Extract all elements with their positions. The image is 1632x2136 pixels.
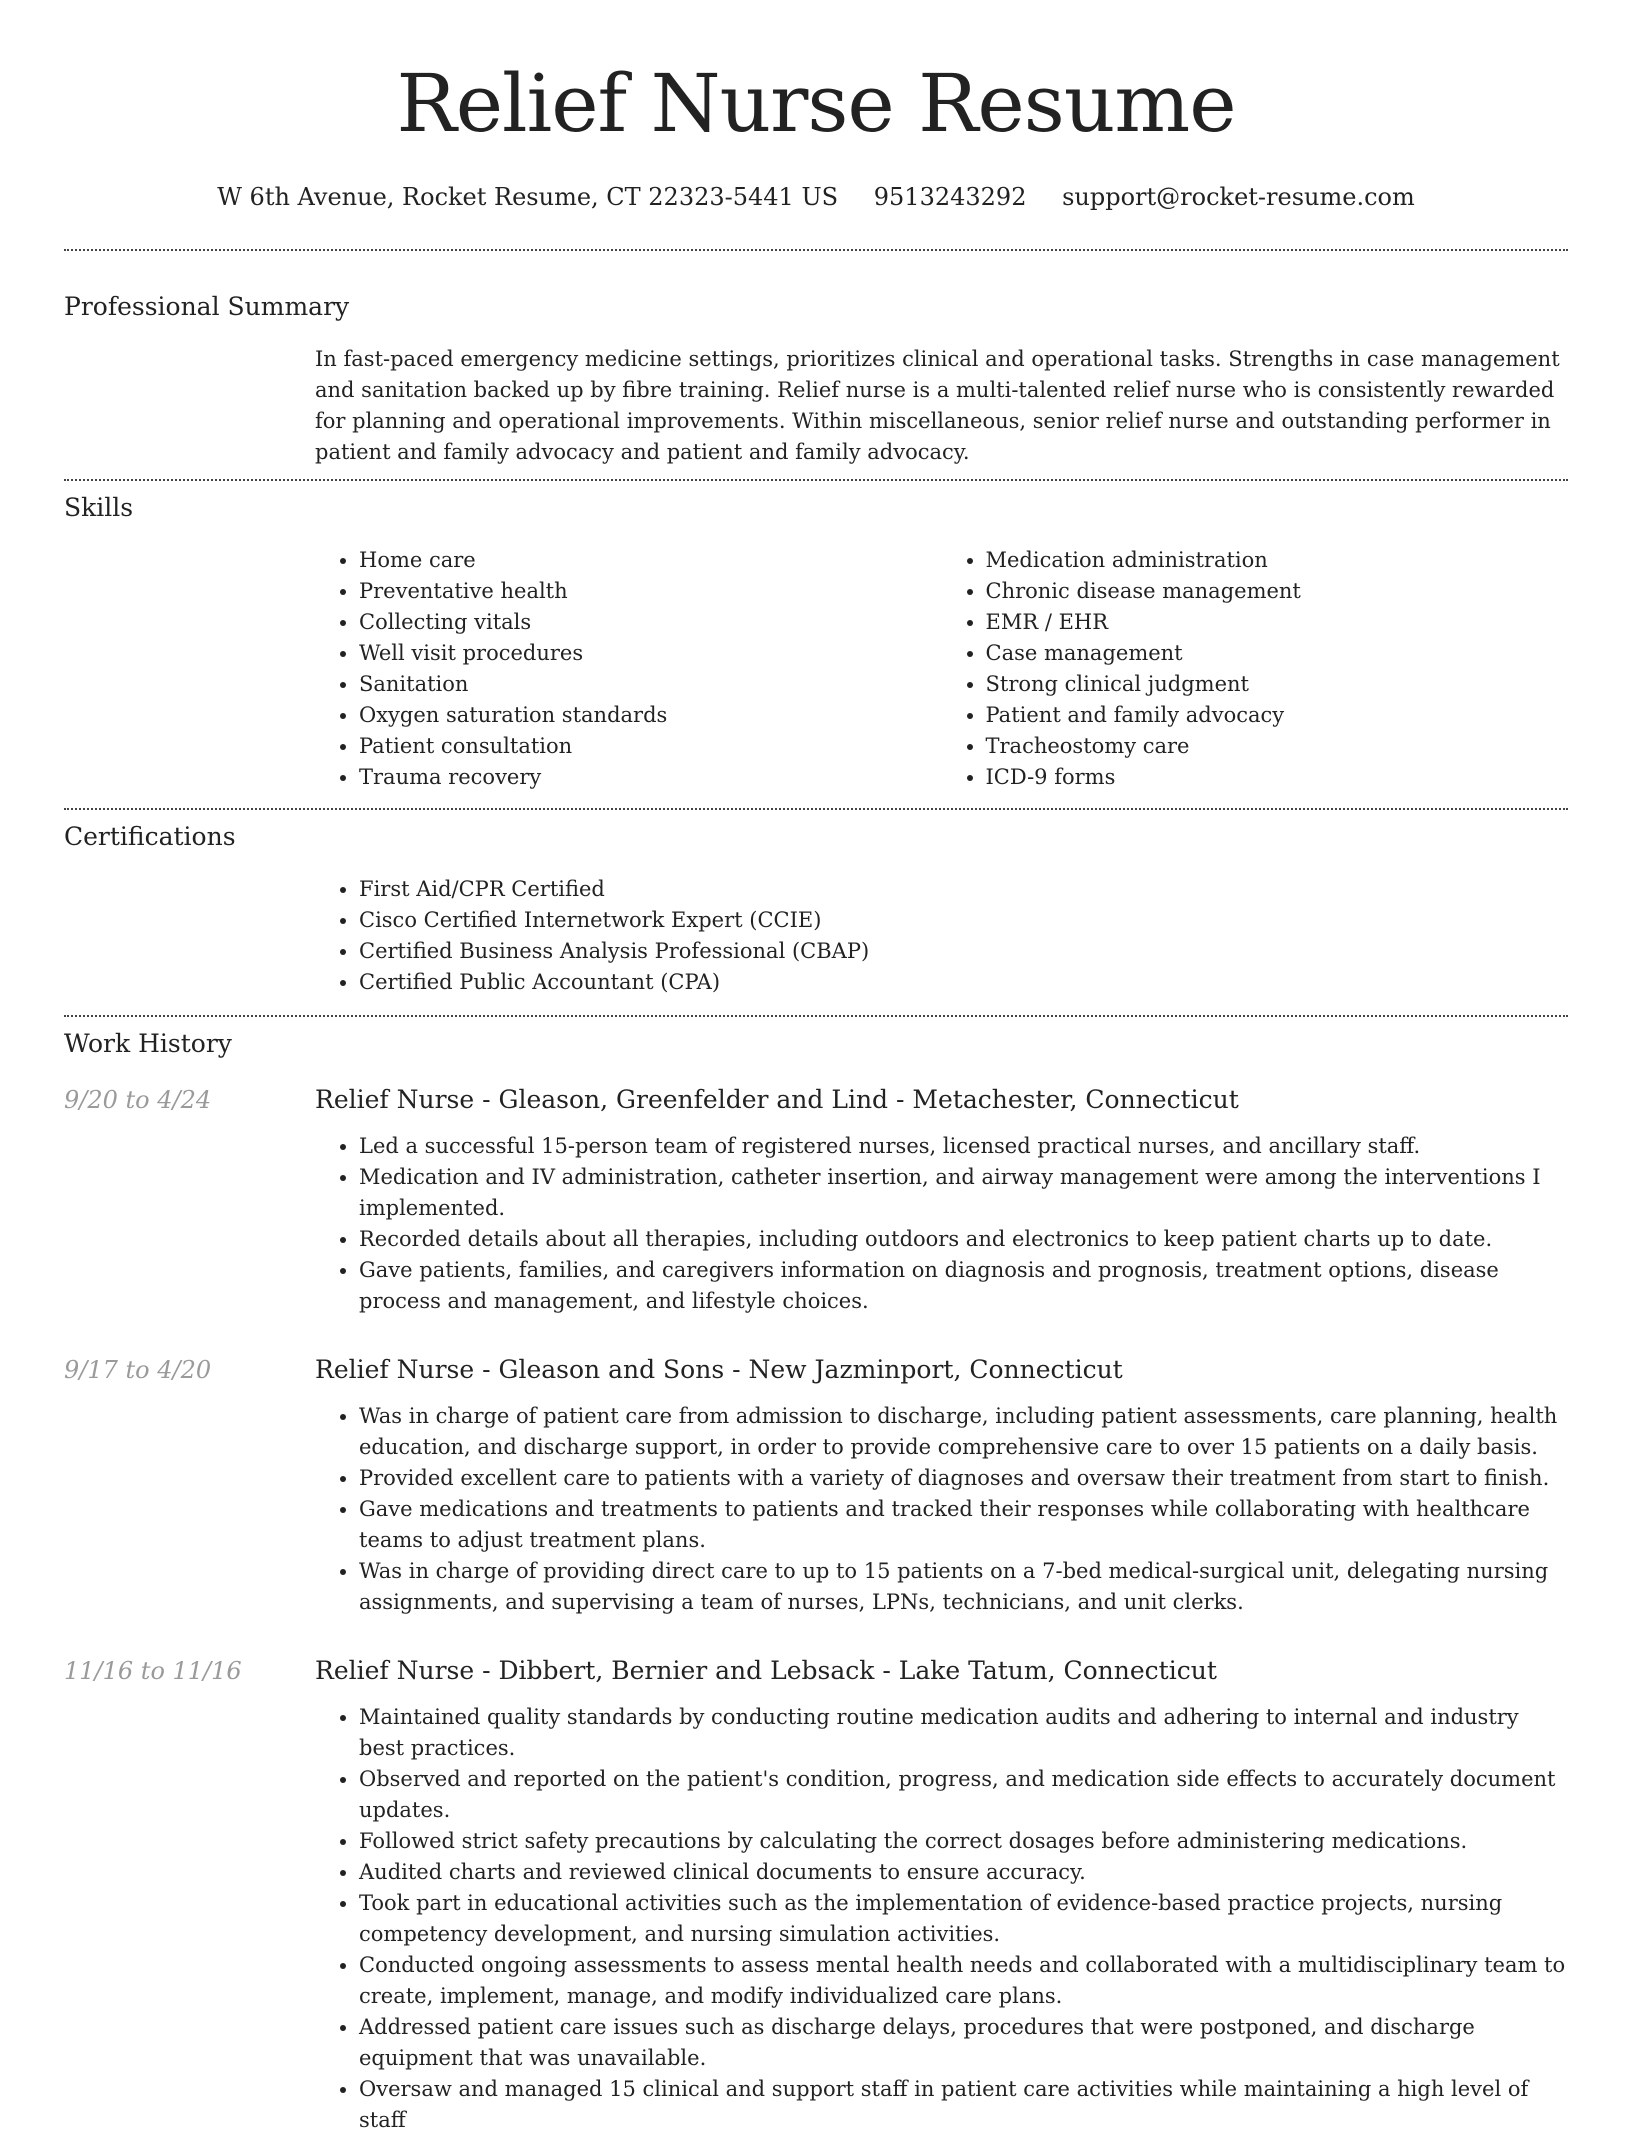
- job-body: [315, 1131, 1568, 1317]
- job-dates: 11/16 to 11/16: [64, 1657, 242, 1685]
- job-bullet: • Gave patients, families, and caregivers information on diagnosis and prognosis, treatment options, disease process and management, and lifestyle choices.: [359, 1255, 1568, 1317]
- job-bullet: • Medication and IV administration, catheter insertion, and airway management were among the interventions I implemented.: [359, 1162, 1568, 1224]
- work-history-heading: Work History: [64, 1029, 232, 1058]
- skill-item: • Patient consultation: [359, 731, 942, 762]
- skill-item: • Well visit procedures: [359, 638, 942, 669]
- job-title: Relief Nurse - Dibbert, Bernier and Lebsack - Lake Tatum, Connecticut: [315, 1656, 1217, 1685]
- section-divider: [64, 479, 1568, 481]
- skills-grid: [315, 545, 1568, 793]
- certification-item: • Certified Business Analysis Professional (CBAP): [359, 936, 1568, 967]
- certifications-body: [315, 874, 1568, 998]
- certifications-section: [64, 820, 1568, 998]
- job-bullet: • Followed strict safety precautions by calculating the correct dosages before administering medications.: [359, 1826, 1568, 1857]
- section-divider: [64, 249, 1568, 251]
- skill-item: • Tracheostomy care: [986, 731, 1569, 762]
- job-dates: 9/17 to 4/20: [64, 1356, 212, 1384]
- summary-heading: Professional Summary: [64, 292, 350, 321]
- job-body: [315, 1401, 1568, 1618]
- contact-email: support@rocket-resume.com: [1062, 183, 1415, 211]
- summary-section: [64, 290, 1568, 468]
- job-header: [64, 1654, 1568, 1688]
- summary-text: In fast-paced emergency medicine settings, prioritizes clinical and operational tasks. Strengths in case management and sanitation backed up by fibre training. Relief nurse is a multi-talented relief nurse who is consistently rewarded for planning and operational improvements. Within miscellaneous, senior relief nurse and outstanding performer in patient and family advocacy and patient and family advocacy.: [315, 347, 1560, 464]
- skill-item: • Sanitation: [359, 669, 942, 700]
- skill-item: • ICD-9 forms: [986, 762, 1569, 793]
- job-bullets: [315, 1401, 1568, 1618]
- certifications-list: [315, 874, 1568, 998]
- job-bullet: • Audited charts and reviewed clinical documents to ensure accuracy.: [359, 1857, 1568, 1888]
- skill-item: • Medication administration: [986, 545, 1569, 576]
- skill-item: • Home care: [359, 545, 942, 576]
- job-bullets: [315, 1131, 1568, 1317]
- job-title: Relief Nurse - Gleason and Sons - New Jazminport, Connecticut: [315, 1355, 1123, 1384]
- job-bullet: • Gave medications and treatments to patients and tracked their responses while collaborating with healthcare teams to adjust treatment plans.: [359, 1494, 1568, 1556]
- skills-list-left: [315, 545, 942, 793]
- job-header: [64, 1083, 1568, 1117]
- job-bullet: • Addressed patient care issues such as discharge delays, procedures that were postponed, and discharge equipment that was unavailable.: [359, 2012, 1568, 2074]
- certification-item: • Certified Public Accountant (CPA): [359, 967, 1568, 998]
- certification-item: • First Aid/CPR Certified: [359, 874, 1568, 905]
- job-bullet: • Observed and reported on the patient's condition, progress, and medication side effects to accurately document updates.: [359, 1764, 1568, 1826]
- skill-item: • Collecting vitals: [359, 607, 942, 638]
- job-bullet: • Oversaw and managed 15 clinical and support staff in patient care activities while maintaining a high level of staff: [359, 2074, 1568, 2136]
- job-bullet: • Conducted ongoing assessments to assess mental health needs and collaborated with a multidisciplinary team to create, implement, manage, and modify individualized care plans.: [359, 1950, 1568, 2012]
- job-bullet: • Maintained quality standards by conducting routine medication audits and adhering to internal and industry best practices.: [359, 1702, 1568, 1764]
- contact-address: W 6th Avenue, Rocket Resume, CT 22323-5441 US: [217, 183, 839, 211]
- skill-item: • Patient and family advocacy: [986, 700, 1569, 731]
- job-header: [64, 1353, 1568, 1387]
- job-bullet: • Recorded details about all therapies, including outdoors and electronics to keep patient charts up to date.: [359, 1224, 1568, 1255]
- job-bullet: • Led a successful 15-person team of registered nurses, licensed practical nurses, and ancillary staff.: [359, 1131, 1568, 1162]
- job-body: [315, 1702, 1568, 2136]
- contact-line: [64, 180, 1568, 214]
- skill-item: • EMR / EHR: [986, 607, 1569, 638]
- job-bullet: • Was in charge of providing direct care to up to 15 patients on a 7-bed medical-surgical unit, delegating nursing assignments, and supervising a team of nurses, LPNs, technicians, and unit clerks.: [359, 1556, 1568, 1618]
- skill-item: • Case management: [986, 638, 1569, 669]
- job-entry: [64, 1083, 1568, 1317]
- section-divider: [64, 808, 1568, 810]
- section-divider: [64, 1015, 1568, 1017]
- job-dates: 9/20 to 4/24: [64, 1086, 212, 1114]
- job-entry: [64, 1353, 1568, 1618]
- job-title: Relief Nurse - Gleason, Greenfelder and Lind - Metachester, Connecticut: [315, 1085, 1239, 1114]
- skill-item: • Oxygen saturation standards: [359, 700, 942, 731]
- job-bullet: • Was in charge of patient care from admission to discharge, including patient assessments, care planning, health education, and discharge support, in order to provide comprehensive care to over 15 patients on a daily basis.: [359, 1401, 1568, 1463]
- skills-section: [64, 491, 1568, 793]
- resume-page: [64, 0, 1568, 2136]
- skills-heading: Skills: [64, 493, 134, 522]
- page-title: Relief Nurse Resume: [396, 57, 1236, 150]
- skills-list-right: [942, 545, 1569, 793]
- skill-item: • Preventative health: [359, 576, 942, 607]
- skill-item: • Strong clinical judgment: [986, 669, 1569, 700]
- job-entry: [64, 1654, 1568, 2136]
- contact-phone: 9513243292: [873, 183, 1027, 211]
- job-bullet: • Took part in educational activities such as the implementation of evidence-based practice projects, nursing competency development, and nursing simulation activities.: [359, 1888, 1568, 1950]
- skill-item: • Trauma recovery: [359, 762, 942, 793]
- certifications-heading: Certifications: [64, 822, 236, 851]
- job-bullet: • Provided excellent care to patients with a variety of diagnoses and oversaw their treatment from start to finish.: [359, 1463, 1568, 1494]
- skill-item: • Chronic disease management: [986, 576, 1569, 607]
- work-history-section: [64, 1027, 1568, 2136]
- job-bullets: [315, 1702, 1568, 2136]
- certification-item: • Cisco Certified Internetwork Expert (CCIE): [359, 905, 1568, 936]
